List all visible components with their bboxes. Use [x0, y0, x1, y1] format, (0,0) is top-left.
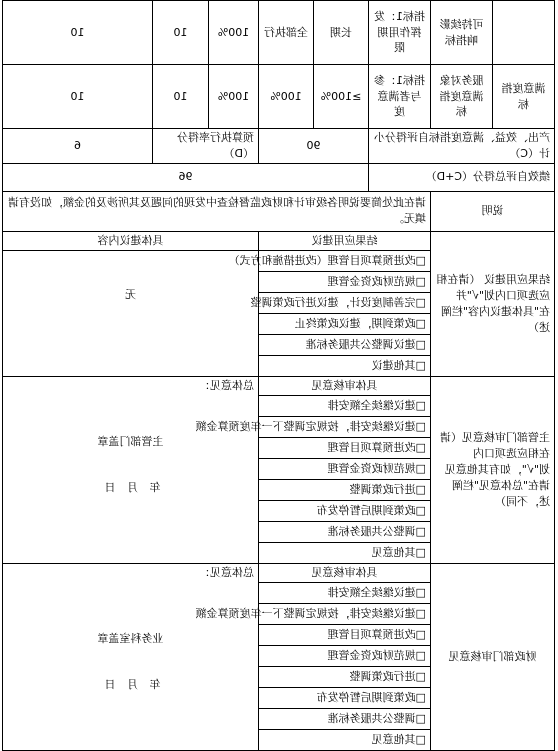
explanation-text: 请在此处简要说明各级审计和财政监督检查中发现的问题及其所涉及的金额，如没有请填无。	[3, 191, 431, 231]
indicator-row	[3, 65, 555, 129]
option-checkbox[interactable]: □进行政策调整	[259, 480, 430, 501]
dept-overall-label: 总体意见：	[199, 378, 254, 392]
dept-options-header: 具体审核意见	[259, 377, 430, 396]
option-checkbox[interactable]: □建议继续全额安排	[259, 583, 430, 604]
option-checkbox[interactable]: □政策到期后暂停发布	[259, 688, 430, 709]
option-checkbox[interactable]: □规范财政资金管理	[259, 646, 430, 667]
option-checkbox[interactable]: □改进预算项目管理（改进措施和方式）	[259, 251, 430, 272]
option-checkbox[interactable]: □政策到期后暂停发布	[259, 501, 430, 522]
subtotal-value: 90	[259, 129, 369, 164]
level3-sub-indicator: 指标1：参与者满意度	[369, 65, 431, 129]
result-section-label: 结果应用建议 （请在相应选项口内划"√"并在"具体建议内容"栏阐述）	[431, 231, 555, 376]
target-value: ≥100%	[314, 65, 369, 129]
option-checkbox[interactable]: □建议调整公共服务标准	[259, 335, 430, 356]
result-options-cell	[228, 231, 431, 376]
explanation-row	[3, 191, 555, 231]
score-b: 10	[3, 1, 153, 65]
option-checkbox[interactable]: □调整公共服务标准	[259, 522, 430, 543]
result-content-cell	[3, 231, 259, 376]
option-checkbox[interactable]: □规范财政资金管理	[259, 459, 430, 480]
finance-review-row	[3, 563, 555, 750]
option-checkbox[interactable]: □其他意见	[371, 732, 426, 746]
option-checkbox[interactable]: □其他建议	[371, 358, 426, 372]
result-options-header: 结果应用建议	[259, 232, 430, 251]
option-checkbox[interactable]: □建议继续安排，按规定调整下一年度预算金额	[259, 604, 430, 625]
finance-overall-cell	[3, 563, 259, 750]
finance-seal-label: 业务科室盖章	[97, 631, 164, 645]
subtotal-label: 产出、效益、满意度指标自评得分小计（C）	[369, 129, 555, 164]
finance-overall-label: 总体意见：	[199, 565, 254, 579]
dept-review-row	[3, 376, 555, 563]
indicator-row	[3, 1, 555, 65]
total-row	[3, 163, 555, 191]
dept-date: 年 月 日	[100, 480, 161, 494]
finance-section-label: 财政部门审核意见	[431, 563, 555, 750]
dept-seal-label: 主管部门盖章	[97, 434, 164, 448]
weight-value: 100%	[209, 65, 259, 129]
subtotal-row	[3, 129, 555, 164]
option-checkbox[interactable]: □建议继续全额安排	[259, 396, 430, 417]
finance-date: 年 月 日	[100, 677, 161, 691]
explanation-label: 说明	[431, 191, 555, 231]
performance-evaluation-table	[2, 0, 555, 751]
result-content-value: 无	[125, 287, 136, 301]
option-checkbox[interactable]: □其他意见	[371, 545, 426, 559]
option-checkbox[interactable]: □改进预算项目管理	[259, 625, 430, 646]
option-checkbox[interactable]: □规范财政资金管理	[259, 272, 430, 293]
option-checkbox[interactable]: □建议继续安排，按规定调整下一年度预算金额	[259, 417, 430, 438]
level2-indicator: 可持续影响指标	[431, 1, 493, 65]
option-checkbox[interactable]: □调整公共服务标准	[259, 709, 430, 730]
result-application-row	[3, 231, 555, 376]
score-b: 10	[3, 65, 153, 129]
budget-score-label: 预算执行率得分（D）	[153, 129, 259, 164]
score-a: 10	[153, 65, 209, 129]
budget-score-value: 6	[3, 129, 153, 164]
option-checkbox[interactable]: □改进预算项目管理	[259, 438, 430, 459]
blank-cell	[493, 1, 555, 65]
dept-overall-cell	[3, 376, 259, 563]
option-checkbox[interactable]: □完善制度设计，建议进行政策调整	[259, 293, 430, 314]
score-a: 10	[153, 1, 209, 65]
level3-indicator: 指标1：发挥作用期限	[369, 1, 431, 65]
total-label: 绩效自评总得分（C+D）	[369, 163, 555, 191]
target-value: 长期	[314, 1, 369, 65]
level2-indicator: 满意度指标	[493, 65, 555, 129]
weight-value: 100%	[209, 1, 259, 65]
total-value: 96	[3, 163, 369, 191]
result-content-header: 具体建议内容	[3, 232, 258, 251]
level3-indicator: 服务对象满意度指标	[431, 65, 493, 129]
finance-options-header: 具体审核意见	[259, 564, 430, 583]
actual-value: 100%	[259, 65, 314, 129]
option-checkbox[interactable]: □进行政策调整	[259, 667, 430, 688]
dept-section-label: 主管部门审核意见（请在相应选项口内划"√"，如有其他意见请在"总体意见"栏阐述，不同）	[431, 376, 555, 563]
actual-value: 全部执行	[259, 1, 314, 65]
option-checkbox[interactable]: □政策到期，建议政策终止	[259, 314, 430, 335]
